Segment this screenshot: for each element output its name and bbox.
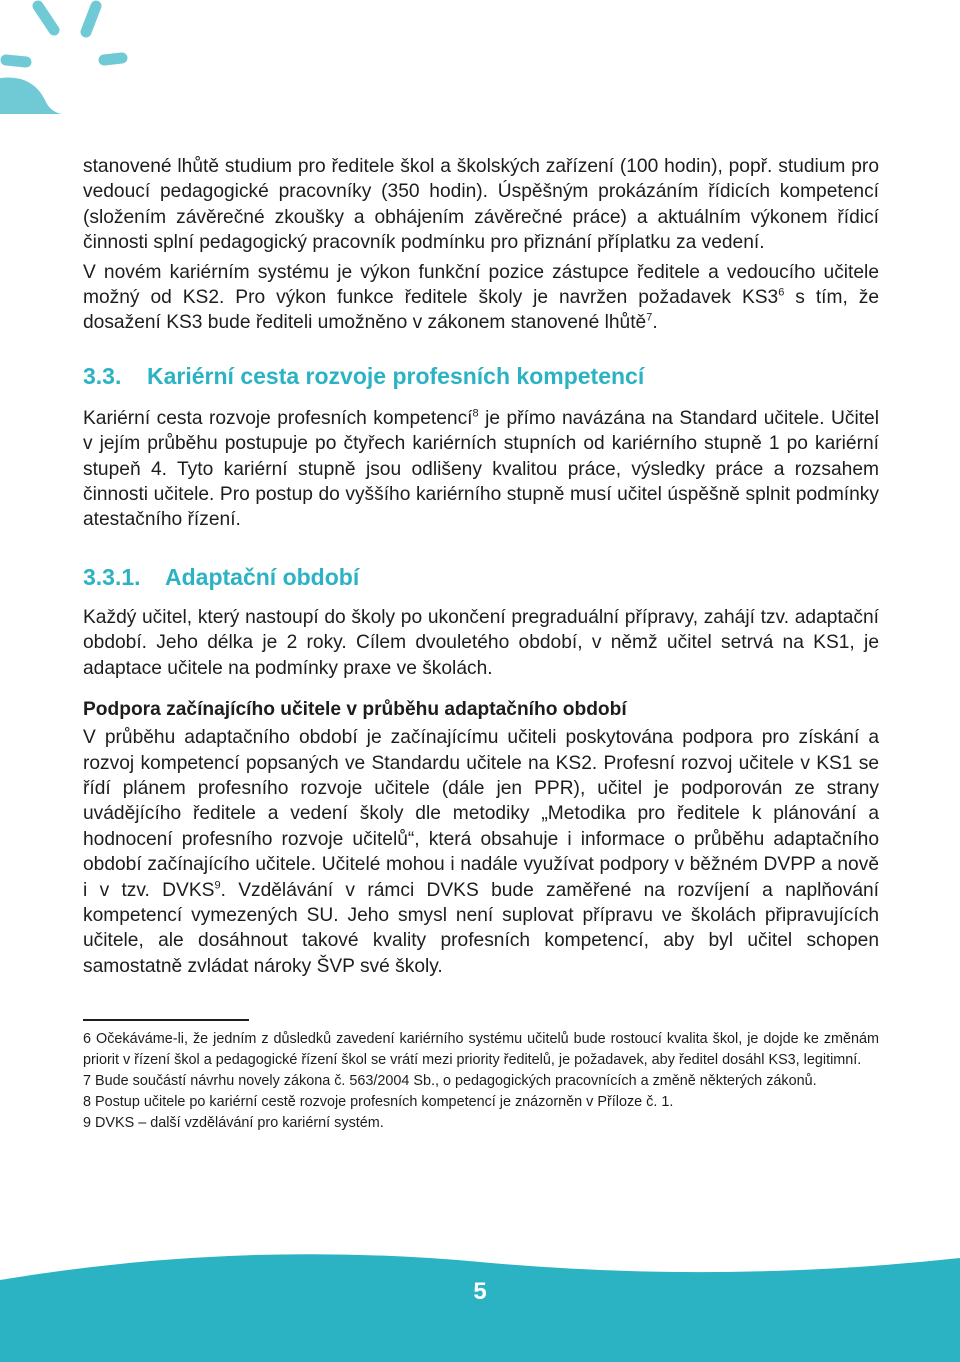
- footnote-text: DVKS – další vzdělávání pro kariérní systém.: [91, 1115, 384, 1132]
- footnote-number: 7: [83, 1073, 92, 1090]
- footnote-9: [83, 1113, 879, 1134]
- section-number: 3.3.1.: [83, 563, 141, 590]
- page-number: 5: [473, 1278, 487, 1305]
- section-heading-3-3: [83, 362, 879, 390]
- footnote-ref-6[interactable]: 6: [778, 286, 785, 299]
- paragraph-intro: stanovené lhůtě studium pro ředitele škol a školských zařízení (100 hodin), popř. studium pro vedoucí pedagogické pracovníky (350 hodin). Úspěšným prokázáním řídicích kompetencí (složením závěrečné zkoušky a obhájením závěrečné práce) a aktuálním výkonem řídicí činnosti splní pedagogický pracovník podmínku pro přiznání příplatku za vedení.: [83, 156, 879, 254]
- text-segment: V průběhu adaptačního období je začínajícímu učiteli poskytována podpora pro získání a rozvoj kompetencí popsaných ve Standardu učitele na KS2. Profesní rozvoj učitele v KS1 se řídí plánem profesního rozvoje učitele (dále jen PPR), učitel je podporován ze strany uvádějícího ředitele a vedení školy dle metodiky „Metodika pro ředitele k plánování a hodnocení profesního rozvoje učitelů“, která obsahuje i informace o průběhu adaptačního období začínajícího učitele. Učitelé mohou i nadále využívat podpory v běžném DVPP a nově i v tzv. DVKS: [83, 727, 879, 901]
- paragraph-career-positions: [83, 260, 879, 336]
- footnote-ref-7[interactable]: 7: [646, 312, 653, 325]
- paragraph-adaptation: Každý učitel, který nastoupí do školy po ukončení pregraduální přípravy, zahájí tzv. adaptační období. Jeho délka je 2 roky. Cílem dvouletého období, v němž učitel setrvá na KS1, je adaptace učitele na podmínky praxe ve školách.: [83, 606, 879, 679]
- text-segment: Kariérní cesta rozvoje profesních kompetencí: [83, 407, 473, 429]
- text-segment: je přímo navázána na Standard učitele. Učitel v jejím průběhu postupuje po čtyřech kariérních stupních od kariérního stupně 1 po kariérní stupeň 4. Tyto kariérní stupně jsou odlišeny kvalitou práce, výsledky práce a rozsahem činnosti učitele. Pro postup do vyššího kariérního stupně musí učitel úspěšně splnit podmínky atestačního řízení.: [83, 407, 879, 531]
- footnote-number: 9: [83, 1115, 92, 1132]
- subheading-support: Podpora začínajícího učitele v průběhu adaptačního období: [83, 699, 627, 721]
- text-segment: . Vzdělávání v rámci DVKS bude zaměřené na rozvíjení a naplňování kompetencí vymezených SU. Jeho smysl není suplovat přípravu ve školách připravujících učitele, ale dosáhnout takové kvality profesních kompetencí, aby byl učitel schopen samostatně zvládat nároky ŠVP své školy.: [83, 879, 879, 977]
- footnote-text: Bude součástí návrhu novely zákona č. 563/2004 Sb., o pedagogických pracovnících a změně některých zákonů.: [91, 1073, 817, 1090]
- page-content: [83, 154, 879, 1134]
- section-heading-3-3-1: [83, 563, 879, 591]
- paragraph-career-path: [83, 406, 879, 533]
- section-number: 3.3.: [83, 362, 122, 389]
- footnote-ref-9[interactable]: 9: [214, 879, 221, 892]
- section-title: Kariérní cesta rozvoje profesních kompetencí: [147, 362, 645, 389]
- footnote-number: 6: [83, 1031, 92, 1048]
- footnote-8: [83, 1092, 879, 1113]
- text-segment: .: [652, 312, 658, 334]
- footnote-text: Postup učitele po kariérní cestě rozvoje profesních kompetencí je znázorněn v Příloze č. 1.: [91, 1094, 674, 1111]
- paragraph-support: [83, 725, 879, 979]
- footnote-6: [83, 1029, 879, 1071]
- footnote-7: [83, 1071, 879, 1092]
- footnote-divider: [83, 1019, 249, 1021]
- text-segment: V novém kariérním systému je výkon funkční pozice zástupce ředitele a vedoucího učitele možný od KS2. Pro výkon funkce ředitele školy je navržen požadavek KS3: [83, 261, 879, 309]
- text-segment: s tím, že dosažení KS3 bude řediteli umožněno v zákonem stanovené lhůtě: [83, 287, 879, 334]
- section-title: Adaptační období: [165, 563, 360, 590]
- footnote-ref-8[interactable]: 8: [472, 407, 479, 420]
- footnote-text: Očekáváme-li, že jedním z důsledků zavedení kariérního systému učitelů bude rostoucí kvalita škol, je dojde ke změnám priorit v řízení škol a pedagogické řízení škol se vrátí mezi priority ředitelů, je požadavek, aby ředitel dosáhl KS3, legitimní.: [83, 1031, 879, 1069]
- footnote-number: 8: [83, 1094, 92, 1111]
- logo-lightbulb-icon: [0, 0, 140, 115]
